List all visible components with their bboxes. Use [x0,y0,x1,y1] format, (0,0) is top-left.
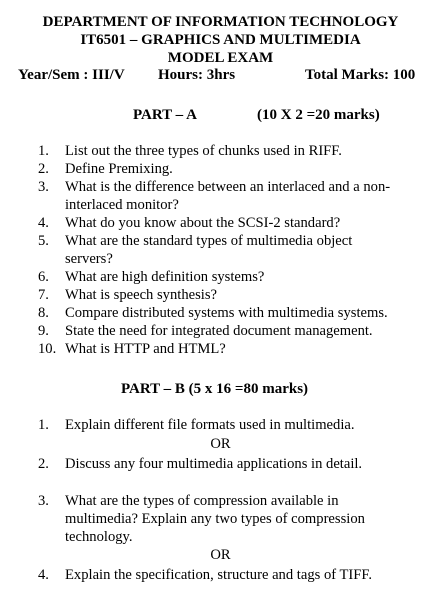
question-text: What are the standard types of multimedia object [65,233,353,249]
or-separator: OR [210,436,231,452]
question-number: 1. [38,143,49,159]
question-number: 1. [38,417,49,433]
question-text: What are high definition systems? [65,269,265,285]
total-marks: Total Marks: 100 [305,67,416,83]
exam-title: MODEL EXAM [167,50,274,66]
question-b3-continued: technology. [65,529,133,545]
question-text: What is speech synthesis? [65,287,217,303]
question-number: 7. [38,287,49,303]
question-number: 2. [38,161,49,177]
question-text: What is HTTP and HTML? [65,341,226,357]
course-title: IT6501 – GRAPHICS AND MULTIMEDIA [80,32,361,48]
question-number: 9. [38,323,49,339]
question-text: Explain the specification, structure and tags of TIFF. [65,567,372,583]
question-text: Explain different file formats used in multimedia. [65,417,355,433]
question-number: 3. [38,179,49,195]
part-a-title: PART – A [133,107,197,123]
question-number: 3. [38,493,49,509]
question-number: 4. [38,215,49,231]
question-text: What do you know about the SCSI-2 standard? [65,215,341,231]
question-number: 8. [38,305,49,321]
question-number: 2. [38,456,49,472]
year-sem: Year/Sem : III/V [18,67,125,83]
question-text: What is the difference between an interlaced and a non- [65,179,391,195]
department-title: DEPARTMENT OF INFORMATION TECHNOLOGY [42,14,399,30]
question-text: List out the three types of chunks used in RIFF. [65,143,342,159]
question-number: 5. [38,233,49,249]
question-text: Define Premixing. [65,161,173,177]
question-text: State the need for integrated document management. [65,323,373,339]
question-number: 6. [38,269,49,285]
question-text: What are the types of compression available in [65,493,339,509]
question-a3-continued: interlaced monitor? [65,197,179,213]
question-a5-continued: servers? [65,251,113,267]
part-a-marks: (10 X 2 =20 marks) [257,107,380,123]
question-b3-continued: multimedia? Explain any two types of compression [65,511,365,527]
question-text: Discuss any four multimedia applications in detail. [65,456,363,472]
question-number: 10. [38,341,57,357]
exam-hours: Hours: 3hrs [158,67,236,83]
or-separator: OR [210,547,231,563]
question-number: 4. [38,567,49,583]
part-b-title: PART – B (5 x 16 =80 marks) [121,381,309,397]
question-text: Compare distributed systems with multimedia systems. [65,305,388,321]
